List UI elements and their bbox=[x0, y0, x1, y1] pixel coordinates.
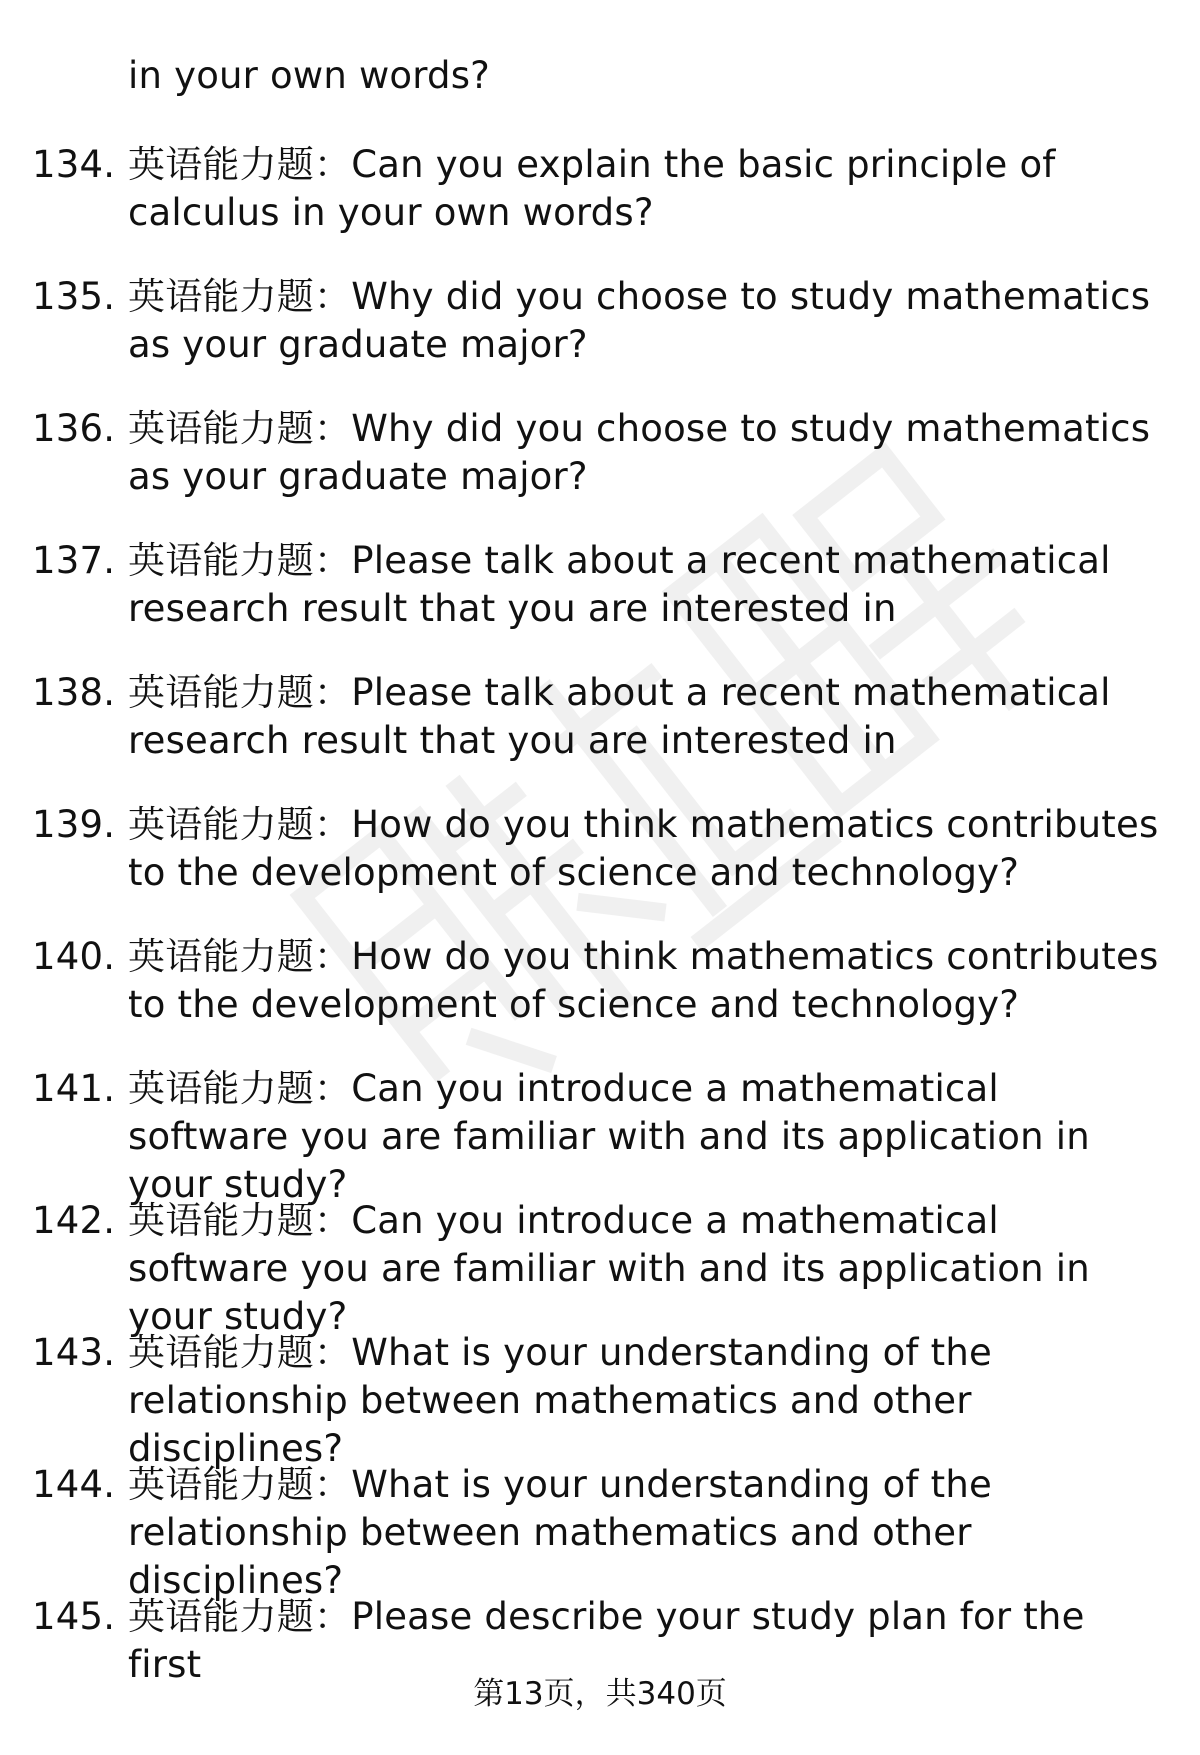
question-category: 英语能力题： bbox=[128, 803, 352, 846]
question-text: Please describe your study plan for the first bbox=[128, 1595, 1085, 1686]
question-item bbox=[0, 1329, 1200, 1470]
question-number: 140. bbox=[32, 935, 116, 978]
question-body bbox=[128, 801, 1168, 897]
question-item bbox=[0, 1065, 1200, 1206]
question-number: 141. bbox=[32, 1067, 116, 1110]
question-body bbox=[128, 141, 1168, 237]
question-number: 143. bbox=[32, 1331, 116, 1374]
question-body bbox=[128, 1197, 1168, 1341]
question-category: 英语能力题： bbox=[128, 1595, 352, 1638]
question-list bbox=[0, 141, 1200, 1725]
page-footer: 第13页，共340页 bbox=[473, 1676, 727, 1712]
question-category: 英语能力题： bbox=[128, 1067, 352, 1110]
question-body bbox=[128, 273, 1168, 369]
question-category: 英语能力题： bbox=[128, 935, 352, 978]
question-item bbox=[0, 933, 1200, 1065]
question-text: Why did you choose to study mathematics as your graduate major? bbox=[128, 407, 1151, 498]
question-number: 139. bbox=[32, 803, 116, 846]
question-text: Can you explain the basic principle of calculus in your own words? bbox=[128, 143, 1056, 234]
question-number: 138. bbox=[32, 671, 116, 714]
question-number: 137. bbox=[32, 539, 116, 582]
question-number: 142. bbox=[32, 1199, 116, 1242]
question-category: 英语能力题： bbox=[128, 143, 352, 186]
question-body bbox=[128, 1065, 1168, 1209]
question-number: 145. bbox=[32, 1595, 116, 1638]
question-number: 136. bbox=[32, 407, 116, 450]
question-category: 英语能力题： bbox=[128, 1199, 352, 1242]
question-text: Please talk about a recent mathematical research result that you are interested in bbox=[128, 671, 1111, 762]
question-category: 英语能力题： bbox=[128, 671, 352, 714]
question-body bbox=[128, 933, 1168, 1029]
question-item bbox=[0, 1461, 1200, 1602]
question-item bbox=[0, 141, 1200, 273]
question-item bbox=[0, 537, 1200, 669]
question-text: What is your understanding of the relationship between mathematics and other disciplines? bbox=[128, 1463, 992, 1602]
question-item bbox=[0, 273, 1200, 405]
question-text: Can you introduce a mathematical software you are familiar with and its application in your study? bbox=[128, 1067, 1090, 1206]
question-item bbox=[0, 669, 1200, 801]
question-text: Why did you choose to study mathematics as your graduate major? bbox=[128, 275, 1151, 366]
question-text: Please talk about a recent mathematical research result that you are interested in bbox=[128, 539, 1111, 630]
question-category: 英语能力题： bbox=[128, 1331, 352, 1374]
question-body bbox=[128, 669, 1168, 765]
question-category: 英语能力题： bbox=[128, 275, 352, 318]
question-item bbox=[0, 801, 1200, 933]
question-body bbox=[128, 1329, 1168, 1473]
question-text: How do you think mathematics contributes to the development of science and technology? bbox=[128, 935, 1159, 1026]
question-category: 英语能力题： bbox=[128, 539, 352, 582]
question-body bbox=[128, 537, 1168, 633]
question-item bbox=[0, 405, 1200, 537]
question-number: 144. bbox=[32, 1463, 116, 1506]
question-text: What is your understanding of the relationship between mathematics and other disciplines? bbox=[128, 1331, 992, 1470]
question-category: 英语能力题： bbox=[128, 407, 352, 450]
question-body bbox=[128, 405, 1168, 501]
question-number: 135. bbox=[32, 275, 116, 318]
question-text: Can you introduce a mathematical software you are familiar with and its application in your study? bbox=[128, 1199, 1090, 1338]
question-category: 英语能力题： bbox=[128, 1463, 352, 1506]
question-text: How do you think mathematics contributes to the development of science and technology? bbox=[128, 803, 1159, 894]
question-number: 134. bbox=[32, 143, 116, 186]
continued-question-text: in your own words? bbox=[128, 54, 491, 97]
question-body bbox=[128, 1461, 1168, 1605]
question-item bbox=[0, 1197, 1200, 1338]
